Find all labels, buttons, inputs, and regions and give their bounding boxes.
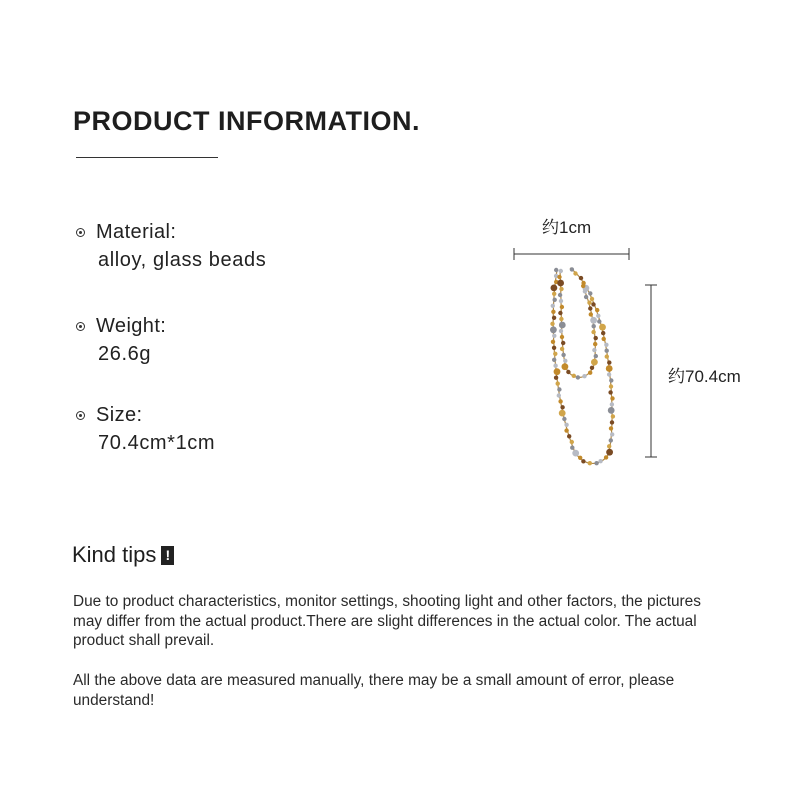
bead-icon xyxy=(594,354,598,358)
bead-icon xyxy=(583,289,587,293)
bead-icon xyxy=(590,366,594,370)
bead-icon xyxy=(558,399,562,403)
bead-icon xyxy=(609,384,613,388)
bead-icon xyxy=(588,306,592,310)
bead-icon xyxy=(589,312,593,316)
spec-value: 70.4cm*1cm xyxy=(98,432,216,454)
bead-icon xyxy=(551,310,555,314)
bead-icon xyxy=(557,280,564,287)
page-title: PRODUCT INFORMATION. xyxy=(73,106,420,136)
bead-icon xyxy=(554,368,561,375)
bead-icon xyxy=(593,342,597,346)
height-dimension-label: 约70.4cm xyxy=(668,367,741,386)
bead-icon xyxy=(572,450,579,457)
bead-icon xyxy=(551,340,555,344)
bead-icon xyxy=(553,364,557,368)
bead-icon xyxy=(563,359,567,363)
bead-icon xyxy=(611,414,615,418)
bead-icon xyxy=(576,375,580,379)
bead-icon xyxy=(596,314,600,318)
bead-icon xyxy=(592,324,596,328)
tips-paragraph-2: All the above data are measured manually, there may be a small amount of error, please understand! xyxy=(73,672,675,709)
bead-icon xyxy=(578,456,582,460)
bead-icon xyxy=(553,298,557,302)
bead-icon xyxy=(560,405,564,409)
spec-label: Material: xyxy=(96,220,177,243)
exclamation-icon: ! xyxy=(161,546,174,565)
bead-icon xyxy=(552,358,556,362)
bead-icon xyxy=(562,417,566,421)
bead-icon xyxy=(590,297,594,301)
bead-icon xyxy=(587,301,591,305)
bead-icon xyxy=(558,293,562,297)
bead-icon xyxy=(559,287,563,291)
spec-value: 26.6g xyxy=(98,343,152,365)
bead-icon xyxy=(559,410,566,417)
bead-icon xyxy=(605,354,609,358)
bead-icon xyxy=(561,353,565,357)
tips-paragraph-1: Due to product characteristics, monitor settings, shooting light and other factors, the pictures may differ from the actual product.There are slight differences in the actual color. The actual product shall prevail. xyxy=(73,593,701,649)
bead-icon xyxy=(581,459,585,463)
bead-icon xyxy=(599,324,606,331)
bead-icon xyxy=(560,347,564,351)
bead-icon xyxy=(582,374,586,378)
bead-icon xyxy=(557,393,561,397)
bead-icon xyxy=(553,352,557,356)
bead-icon xyxy=(570,440,574,444)
necklace-image xyxy=(500,205,760,485)
bead-icon xyxy=(608,407,615,414)
bead-icon xyxy=(552,346,556,350)
circle-bullet-icon xyxy=(76,228,85,237)
bead-icon xyxy=(559,299,563,303)
bead-icon xyxy=(556,381,560,385)
bead-icon xyxy=(605,349,609,353)
circle-bullet-icon xyxy=(76,411,85,420)
bead-icon xyxy=(588,461,592,465)
bead-icon xyxy=(554,376,558,380)
bead-icon xyxy=(584,295,588,299)
bead-icon xyxy=(608,390,612,394)
bead-icon xyxy=(588,371,592,375)
spec-weight xyxy=(76,313,166,366)
bead-icon xyxy=(559,322,566,329)
bead-icon xyxy=(601,331,605,335)
spec-label: Size: xyxy=(96,403,143,426)
bead-icon xyxy=(572,374,576,378)
bead-icon xyxy=(607,372,611,376)
bead-icon xyxy=(552,334,556,338)
bead-icon xyxy=(552,292,556,296)
bead-icon xyxy=(552,316,556,320)
bead-icon xyxy=(591,359,598,366)
width-dimension-label: 约1cm xyxy=(542,218,592,237)
bead-icon xyxy=(609,378,613,382)
bead-icon xyxy=(594,461,598,465)
bead-icon xyxy=(604,343,608,347)
bead-icon xyxy=(561,341,565,345)
bead-icon xyxy=(591,330,595,334)
kind-tips-title: Kind tips xyxy=(72,542,157,567)
bead-icon xyxy=(566,370,570,374)
spec-material xyxy=(76,219,266,272)
bead-icon xyxy=(550,322,554,326)
bead-icon xyxy=(559,269,563,273)
bead-icon xyxy=(570,267,574,271)
bead-icon xyxy=(558,311,562,315)
spec-label: Weight: xyxy=(96,314,167,337)
bead-icon xyxy=(609,438,613,442)
bead-icon xyxy=(581,284,585,288)
bead-icon xyxy=(560,305,564,309)
circle-bullet-icon xyxy=(76,322,85,331)
bead-icon xyxy=(557,387,561,391)
bead-icon xyxy=(597,319,601,323)
kind-tips-heading xyxy=(72,542,174,568)
bead-icon xyxy=(610,396,614,400)
bead-icon xyxy=(557,275,561,279)
bead-icon xyxy=(562,363,569,370)
bead-icon xyxy=(559,317,563,321)
bead-icon xyxy=(554,268,558,272)
bead-icon xyxy=(607,444,611,448)
bead-icon xyxy=(560,335,564,339)
spec-size xyxy=(76,402,215,455)
bead-icon xyxy=(609,426,613,430)
bead-icon xyxy=(607,360,611,364)
bead-icon xyxy=(610,420,614,424)
bead-icon xyxy=(564,423,568,427)
bead-icon xyxy=(559,329,563,333)
bead-icon xyxy=(594,336,598,340)
bead-icon xyxy=(591,302,595,306)
bead-icon xyxy=(551,285,558,292)
bead-icon xyxy=(595,308,599,312)
bead-icon xyxy=(606,449,613,456)
bead-icon xyxy=(598,459,602,463)
bead-icon xyxy=(602,337,606,341)
title-divider xyxy=(76,157,218,158)
bead-icon xyxy=(592,348,596,352)
bead-icon xyxy=(590,317,597,324)
bead-icon xyxy=(573,271,577,275)
bead-icon xyxy=(610,432,614,436)
bead-icon xyxy=(579,276,583,280)
bead-icon xyxy=(588,291,592,295)
bead-icon xyxy=(567,434,571,438)
bead-icon xyxy=(604,455,608,459)
bead-icon xyxy=(550,326,557,333)
spec-value: alloy, glass beads xyxy=(98,249,267,271)
bead-icon xyxy=(606,365,613,372)
bead-icon xyxy=(564,428,568,432)
bead-icon xyxy=(610,402,614,406)
bead-icon xyxy=(551,304,555,308)
product-figure xyxy=(500,205,760,485)
bead-icon xyxy=(570,446,574,450)
